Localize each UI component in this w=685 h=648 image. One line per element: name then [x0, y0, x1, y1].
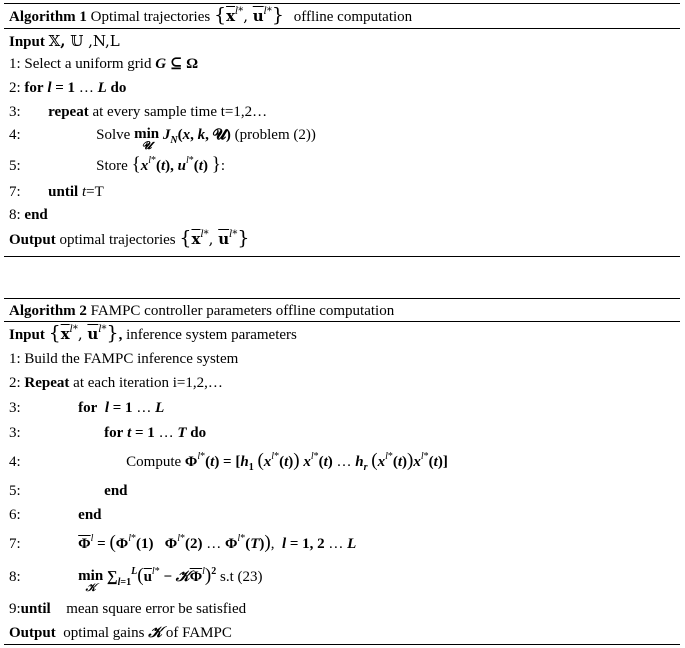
- algorithm-2-caption-rule: [4, 321, 680, 322]
- a1-line-number: 4:: [9, 127, 21, 143]
- a2-until-keyword: until: [20, 601, 51, 617]
- algorithm-2-caption-label: Algorithm 2: [9, 303, 87, 319]
- a1-line-output: Output optimal trajectories {$\overline{x}^{l*}$, $\overline{u}^{l*}$}: [9, 227, 250, 249]
- a2-line-number: 2:: [9, 375, 21, 391]
- a1-line-3: 3: repeat at every sample time t=1,2…: [9, 104, 268, 120]
- a1-line-8: [9, 206, 48, 224]
- algorithm-1-bottom-rule: [4, 256, 680, 257]
- a1-line-input: Input 𝕏, 𝕌 ,N,L: [9, 32, 120, 50]
- algorithm-2-bottom-rule: [4, 644, 680, 645]
- a2-line-7: 7: $\overline{\Phi}^l = (\Phi^{l*}(1)$ $\Phi^{l*}(2)$ … $\Phi^{l*}(T)$), l = 1, 2 … L: [9, 532, 357, 553]
- a2-for-keyword: for: [78, 400, 98, 416]
- algorithm-1-caption: [9, 4, 413, 26]
- a1-line-4: 4: Solve min 𝓤 $J_N(x$, k, 𝓤) (problem (2)): [9, 126, 316, 152]
- a2-line-input: Input {$\overline{x}^{l*}$, $\overline{u}^{l*}$}, inference system parameters: [9, 322, 297, 344]
- algorithm-1-caption-text: Optimal trajectories: [90, 9, 211, 25]
- a1-line-number: 7:: [9, 184, 21, 200]
- a1-line-2: 2: for l = 1 … L do: [9, 80, 127, 96]
- a2-line-number: 5:: [9, 483, 21, 499]
- a2-line-1: 1: Build the FAMPC inference system: [9, 351, 239, 367]
- a1-line-1: 1: Select a uniform grid G ⊆ Ω: [9, 56, 199, 72]
- algorithm-1-caption-suffix: offline computation: [293, 9, 413, 25]
- a2-line-2: 2: Repeat at each iteration i=1,2,…: [9, 375, 223, 391]
- a2-line-number: 3:: [9, 425, 21, 441]
- a2-line-4: 4: Compute $\Phi^{l*}(t) = [h_1$ $(x^{l*}(t))$ $x^{l*}(t)$ … $h_r$ $(x^{l*}(t))x^{l*}(t)$]: [9, 450, 448, 473]
- a2-repeat-keyword: Repeat: [24, 375, 70, 391]
- a2-line-5: [9, 482, 128, 500]
- a2-end-keyword: end: [104, 483, 128, 499]
- a2-output-keyword: Output: [9, 625, 56, 641]
- a1-for-keyword: for: [24, 80, 44, 96]
- algorithm-1-caption-label: Algorithm 1: [9, 9, 87, 25]
- a2-line-number: 9:: [9, 601, 21, 617]
- a1-input-keyword: Input: [9, 34, 45, 50]
- algorithm-2: [4, 298, 680, 646]
- a2-line-number: 6:: [9, 507, 21, 523]
- a1-line-number: 1:: [9, 56, 21, 72]
- a2-line-number: 7:: [9, 536, 21, 552]
- a1-line-7: 7: until t=T: [9, 184, 104, 200]
- a2-line-number: 3:: [9, 400, 21, 416]
- algorithm-2-caption-text: FAMPC controller parameters offline computation: [90, 303, 395, 319]
- a1-line-number: 3:: [9, 104, 21, 120]
- a2-input-keyword: Input: [9, 327, 45, 343]
- algorithm-2-caption: [9, 302, 394, 320]
- a2-line-number: 1:: [9, 351, 21, 367]
- algorithm-2-top-rule: [4, 298, 680, 299]
- a2-line-number: 4:: [9, 454, 21, 470]
- a2-line-3b: 3: for t = 1 … T do: [9, 425, 207, 441]
- a2-line-number: 8:: [9, 569, 21, 585]
- a1-end-keyword: end: [24, 207, 48, 223]
- a2-line-6: [9, 506, 102, 524]
- a1-line-5: 5: Store {$x^{l*}(t)$, $u^{l*}(t)$ }:: [9, 154, 226, 175]
- a2-line-output: Output optimal gains 𝒦 of FAMPC: [9, 625, 232, 641]
- a2-line-3a: 3: for l = 1 … L: [9, 400, 165, 416]
- a2-line-8: 8: min 𝒦 $\sum_{l=1}^L(\overline{u}^{l*}$ − $𝒦\overline{\Phi}^l)^2$ s.t (23): [9, 565, 263, 594]
- a1-line-number: 2:: [9, 80, 21, 96]
- a2-end-keyword: end: [78, 507, 102, 523]
- algorithm-1-top-rule: [4, 3, 680, 4]
- a1-line-number: 8:: [9, 207, 21, 223]
- a1-line-number: 5:: [9, 158, 21, 174]
- a2-line-9: 9:until mean square error be satisfied: [9, 601, 247, 617]
- algorithm-1-caption-rule: [4, 28, 680, 29]
- algorithm-1: [4, 0, 680, 257]
- a2-for-keyword: for: [104, 425, 124, 441]
- a1-until-keyword: until: [48, 184, 79, 200]
- algorithm-1-caption-set: {$\overline{x}^{l*}$, $\overline{u}^{l*}$}: [213, 4, 284, 26]
- a1-repeat-keyword: repeat: [48, 104, 89, 120]
- a1-output-keyword: Output: [9, 232, 56, 248]
